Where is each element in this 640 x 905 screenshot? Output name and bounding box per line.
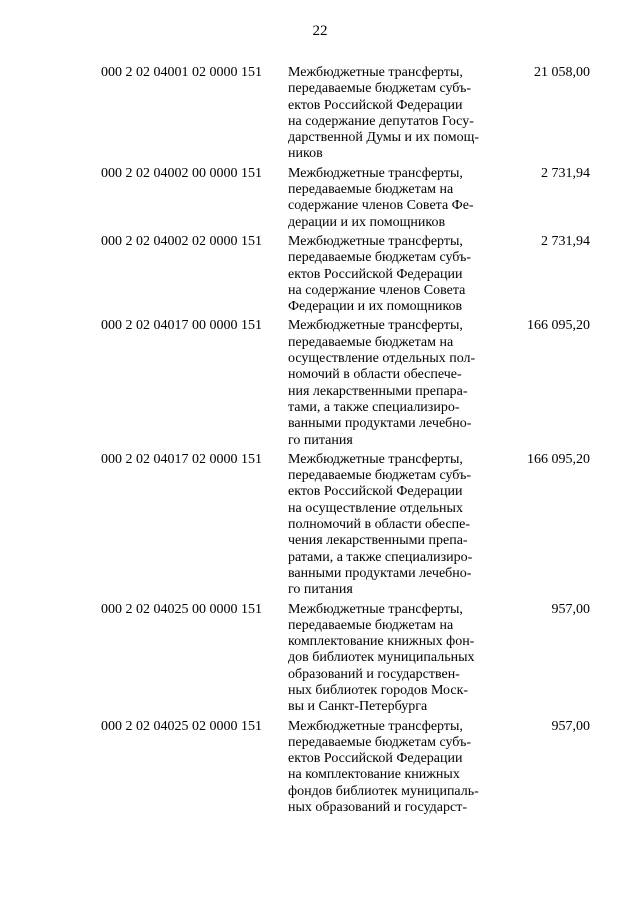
description-line: Межбюджетные трансферты, (288, 165, 463, 181)
table-row (0, 163, 640, 231)
amount: 2 731,94 (541, 233, 590, 249)
description-line: ных образований и государст- (288, 800, 468, 816)
description-line: передаваемые бюджетам на (288, 617, 454, 633)
description-line: комплектование книжных фон- (288, 634, 475, 650)
description-line: Межбюджетные трансферты, (288, 65, 463, 80)
description-line: тами, а также специализиро- (288, 399, 460, 415)
description-line: Межбюджетные трансферты, (288, 601, 463, 617)
description-line: Межбюджетные трансферты, (288, 451, 463, 467)
description-line: Межбюджетные трансферты, (288, 233, 463, 249)
table-row (0, 716, 640, 817)
table-row (0, 315, 640, 448)
table-row (0, 231, 640, 315)
description-line: передаваемые бюджетам на (288, 334, 454, 350)
budget-code: 000 2 02 04002 02 0000 151 (101, 233, 262, 249)
description (288, 62, 498, 163)
amount: 166 095,20 (527, 318, 590, 334)
description-line: дов библиотек муниципальных (288, 650, 475, 666)
description-line: передаваемые бюджетам на (288, 182, 454, 198)
description-line: передаваемые бюджетам субъ- (288, 250, 471, 266)
amount: 2 731,94 (541, 165, 590, 181)
table-row (0, 62, 640, 163)
description-line: ников (288, 146, 323, 162)
description (288, 231, 498, 315)
description-line: содержание членов Совета Фе- (288, 198, 474, 214)
description-line: на содержание членов Совета (288, 282, 466, 298)
description-line: на комплектование книжных (288, 767, 460, 783)
description-line: ектов Российской Федерации (288, 266, 463, 282)
description-line: передаваемые бюджетам субъ- (288, 468, 471, 484)
description-line: ектов Российской Федерации (288, 751, 463, 767)
description (288, 315, 498, 448)
amount: 166 095,20 (527, 451, 590, 467)
description-line: ектов Российской Федерации (288, 97, 463, 113)
budget-code: 000 2 02 04025 00 0000 151 (101, 601, 262, 617)
description-line: вы и Санкт-Петербурга (288, 699, 428, 715)
amount: 957,00 (551, 718, 590, 734)
description (288, 449, 498, 599)
budget-code: 000 2 02 04017 02 0000 151 (101, 451, 262, 467)
budget-code: 000 2 02 04001 02 0000 151 (101, 65, 262, 80)
table-row (0, 599, 640, 716)
description-line: Межбюджетные трансферты, (288, 718, 463, 734)
budget-code: 000 2 02 04002 00 0000 151 (101, 165, 262, 181)
description-line: номочий в области обеспече- (288, 367, 462, 383)
amount: 957,00 (551, 601, 590, 617)
description-line: полномочий в области обеспе- (288, 517, 471, 533)
description-line: на содержание депутатов Госу- (288, 113, 474, 129)
table-row (0, 449, 640, 599)
description-line: осуществление отдельных пол- (288, 351, 476, 367)
description-line: ванными продуктами лечебно- (288, 416, 472, 432)
description (288, 716, 498, 817)
description (288, 599, 498, 716)
description-line: дерации и их помощников (288, 214, 446, 230)
description-line: на осуществление отдельных (288, 500, 463, 516)
budget-table (0, 62, 640, 816)
description-line: ных библиотек городов Моск- (288, 682, 469, 698)
description-line: ектов Российской Федерации (288, 484, 463, 500)
description-line: образований и государствен- (288, 666, 460, 682)
description-line: Федерации и их помощников (288, 299, 463, 315)
description-line: передаваемые бюджетам субъ- (288, 81, 471, 97)
description (288, 163, 498, 231)
budget-code: 000 2 02 04025 02 0000 151 (101, 718, 262, 734)
budget-code: 000 2 02 04017 00 0000 151 (101, 318, 262, 334)
description-line: го питания (288, 432, 353, 448)
description-line: ния лекарственными препара- (288, 383, 468, 399)
description-line: фондов библиотек муниципаль- (288, 783, 479, 799)
description-line: дарственной Думы и их помощ- (288, 130, 480, 146)
amount: 21 058,00 (534, 65, 590, 80)
description-line: ванными продуктами лечебно- (288, 565, 472, 581)
description-line: передаваемые бюджетам субъ- (288, 734, 471, 750)
description-line: ратами, а также специализиро- (288, 549, 473, 565)
description-line: Межбюджетные трансферты, (288, 318, 463, 334)
page-number: 22 (312, 23, 328, 39)
description-line: чения лекарственными препа- (288, 533, 468, 549)
description-line: го питания (288, 582, 353, 598)
